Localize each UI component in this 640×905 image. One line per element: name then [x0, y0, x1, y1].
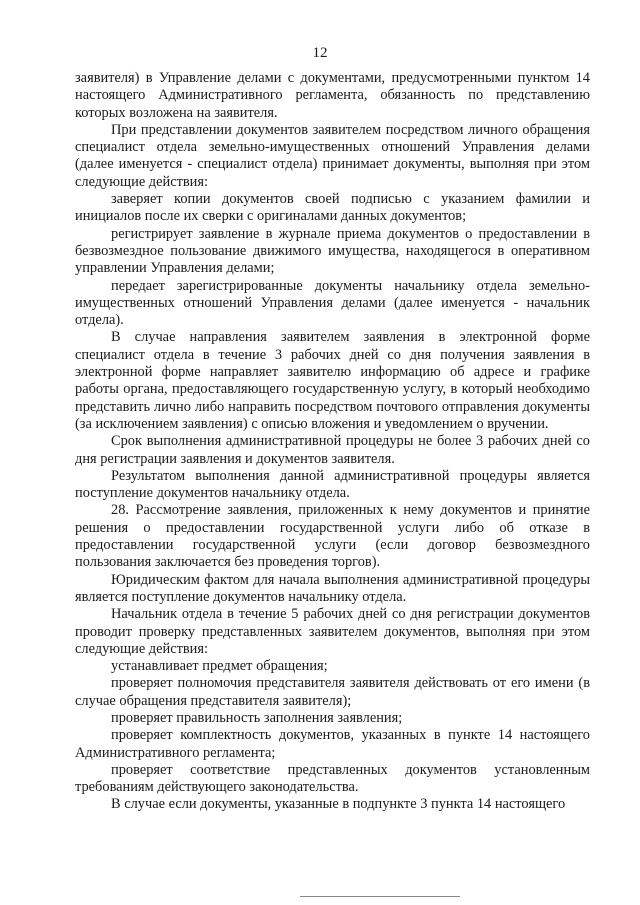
- paragraph: передает зарегистрированные документы начальнику отдела земельно-имущественных отношений Управления делами (далее именуется - начальник отдела).: [75, 277, 590, 329]
- paragraph: проверяет соответствие представленных документов установленным требованиям действующего законодательства.: [75, 761, 590, 796]
- paragraph: При представлении документов заявителем посредством личного обращения специалист отдела земельно-имущественных отношений Управления делами (далее именуется - специалист отдела) принимает документы, выполняя при этом следующие действия:: [75, 121, 590, 190]
- paragraph: Срок выполнения административной процедуры не более 3 рабочих дней со дня регистрации заявления и документов заявителя.: [75, 433, 590, 467]
- paragraph: В случае направления заявителем заявления в электронной форме специалист отдела в течение 3 рабочих дней со дня получения заявления в электронной форме направляет заявителю информацию об адресе и графике работы органа, предоставляющего государственную услугу, в который необходимо представить лично либо направить посредством почтового отправления документы (за исключением заявления) с описью вложения и уведомлением о вручении.: [75, 329, 590, 432]
- paragraph: Юридическим фактом для начала выполнения административной процедуры является поступление документов начальнику отдела.: [75, 571, 590, 605]
- paragraph: 28. Рассмотрение заявления, приложенных к нему документов и принятие решения о предоставлении государственной услуги либо об отказе в предоставлении государственной услуги (если договор безвозмездного пользования заключается без проведения торгов).: [75, 502, 590, 571]
- paragraph: проверяет комплектность документов, указанных в пункте 14 настоящего Административного регламента;: [75, 727, 590, 761]
- paragraph: Результатом выполнения данной административной процедуры является поступление документов начальнику отдела.: [75, 467, 590, 502]
- paragraph: проверяет правильность заполнения заявления;: [111, 709, 403, 726]
- paragraph: Начальник отдела в течение 5 рабочих дней со дня регистрации документов проводит проверку представленных заявителем документов, выполняя при этом следующие действия:: [75, 606, 590, 657]
- paragraph: устанавливает предмет обращения;: [111, 658, 328, 675]
- scan-edge-line: [300, 896, 460, 897]
- paragraph: В случае если документы, указанные в подпункте 3 пункта 14 настоящего: [111, 796, 566, 813]
- paragraph: заверяет копии документов своей подписью с указанием фамилии и инициалов после их сверки с оригиналами данных документов;: [75, 191, 590, 225]
- page-number: 12: [312, 45, 328, 61]
- paragraph: регистрирует заявление в журнале приема документов о предоставлении в безвозмездное пользование движимого имущества, находящегося в оперативном управлении Управления делами;: [75, 225, 590, 277]
- document-body: [75, 70, 590, 814]
- paragraph: заявителя) в Управление делами с документами, предусмотренными пунктом 14 настоящего Административного регламента, обязанность по представлению которых возложена на заявителя.: [75, 70, 590, 121]
- paragraph: проверяет полномочия представителя заявителя действовать от его имени (в случае обращения представителя заявителя);: [75, 675, 590, 709]
